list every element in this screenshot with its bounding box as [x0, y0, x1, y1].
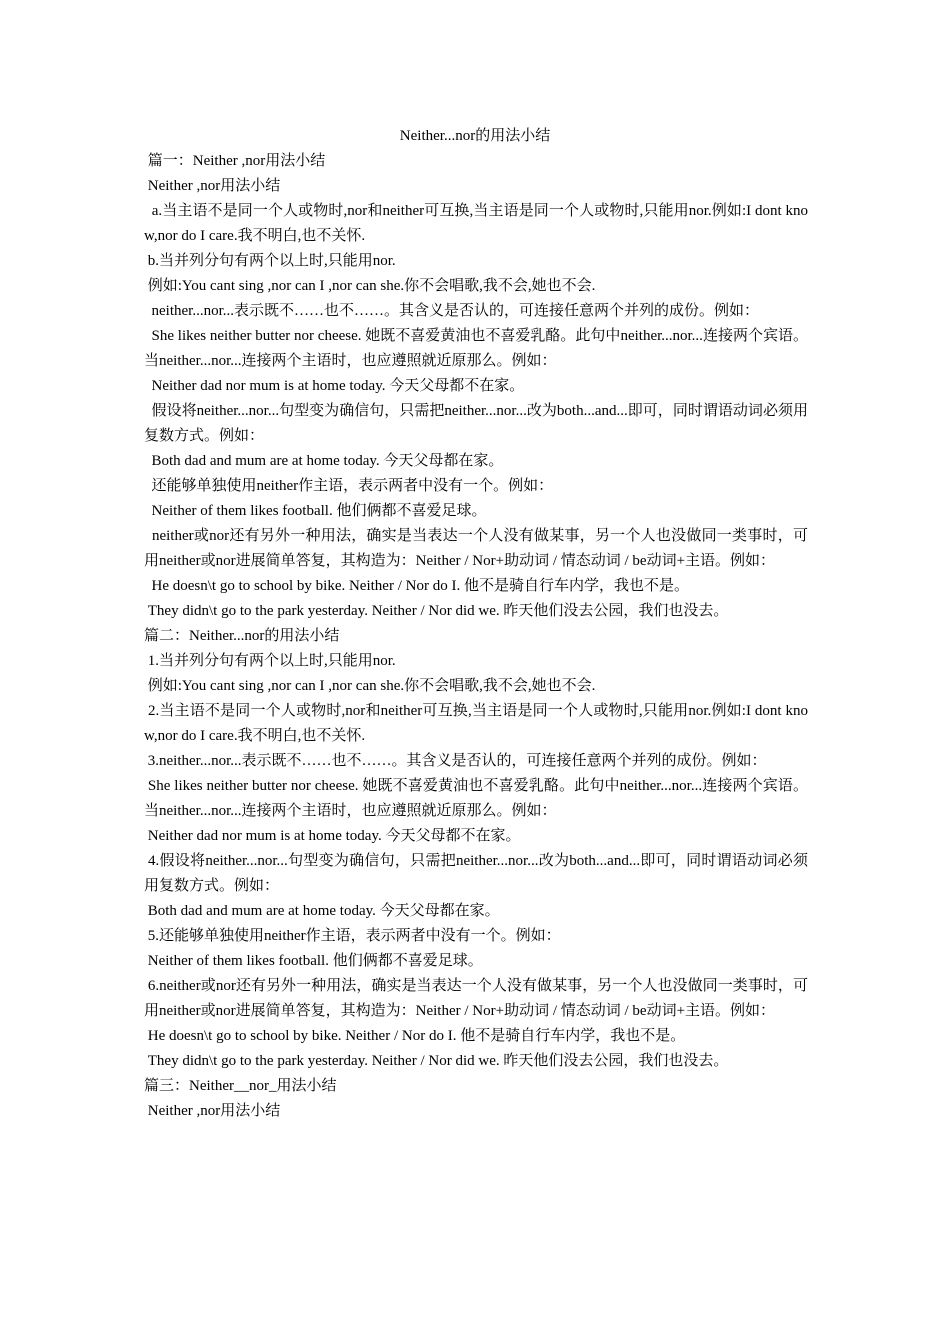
example-line: Neither of them likes football. 他们俩都不喜爱足球。 [144, 953, 483, 969]
paragraph: 4.假设将neither...nor...句型变为确信句，只需把neither...nor...改为both...and...即可，同时谓语动词必须用复数方式。例如： [144, 853, 808, 894]
paragraph: 假设将neither...nor...句型变为确信句，只需把neither...nor...改为both...and...即可，同时谓语动词必须用复数方式。例如： [144, 403, 808, 444]
example-line: They didn\t go to the park yesterday. Neither / Nor did we. 昨天他们没去公园，我们也没去。 [144, 603, 729, 619]
example-line: 例如:You cant sing ,nor can I ,nor can she.你不会唱歌,我不会,她也不会. [144, 678, 596, 694]
paragraph: She likes neither butter nor cheese. 她既不喜爱黄油也不喜爱乳酪。此句中neither...nor...连接两个宾语。当neither...nor...连接两个主语时，也应遵照就近原那么。例如： [144, 328, 809, 369]
example-line: He doesn\t go to school by bike. Neither / Nor do I. 他不是骑自行车内学，我也不是。 [144, 1028, 686, 1044]
example-line: Neither dad nor mum is at home today. 今天父母都不在家。 [144, 378, 525, 394]
subheading: Neither ,nor用法小结 [144, 1103, 281, 1119]
paragraph: 1.当并列分句有两个以上时,只能用nor. [144, 653, 396, 669]
paragraph: 5.还能够单独使用neither作主语，表示两者中没有一个。例如： [144, 928, 561, 944]
example-line: He doesn\t go to school by bike. Neither / Nor do I. 他不是骑自行车内学，我也不是。 [144, 578, 689, 594]
section-heading-1: 篇一：Neither ,nor用法小结 [144, 153, 326, 169]
example-line: Both dad and mum are at home today. 今天父母都在家。 [144, 453, 504, 469]
example-line: They didn\t go to the park yesterday. Neither / Nor did we. 昨天他们没去公园，我们也没去。 [144, 1053, 729, 1069]
paragraph: 还能够单独使用neither作主语，表示两者中没有一个。例如： [144, 478, 554, 494]
section-heading-3: 篇三：Neither__nor_用法小结 [144, 1078, 337, 1094]
paragraph: 3.neither...nor...表示既不……也不……。其含义是否认的，可连接任意两个并列的成份。例如： [144, 753, 767, 769]
paragraph: neither或nor还有另外一种用法，确实是当表达一个人没有做某事，另一个人也没做同一类事时，可用neither或nor进展简单答复，其构造为：Neither / Nor+助动词 / 情态动词 / be动词+主语。例如： [144, 528, 808, 569]
section-heading-2: 篇二：Neither...nor的用法小结 [144, 628, 340, 644]
paragraph: 6.neither或nor还有另外一种用法，确实是当表达一个人没有做某事，另一个人也没做同一类事时，可用neither或nor进展简单答复，其构造为：Neither / Nor+助动词 / 情态动词 / be动词+主语。例如： [144, 978, 808, 1019]
example-line: Neither of them likes football. 他们俩都不喜爱足球。 [144, 503, 487, 519]
paragraph: a.当主语不是同一个人或物时,nor和neither可互换,当主语是同一个人或物时,只能用nor.例如:I dont know,nor do I care.我不明白,也不关怀. [144, 203, 808, 244]
document-body [144, 149, 808, 1124]
paragraph: She likes neither butter nor cheese. 她既不喜爱黄油也不喜爱乳酪。此句中neither...nor...连接两个宾语。当neither...nor...连接两个主语时，也应遵照就近原那么。例如： [144, 778, 809, 819]
document-title: Neither...nor的用法小结 [399, 128, 551, 144]
paragraph: b.当并列分句有两个以上时,只能用nor. [144, 253, 396, 269]
example-line: Neither dad nor mum is at home today. 今天父母都不在家。 [144, 828, 521, 844]
paragraph: neither...nor...表示既不……也不……。其含义是否认的，可连接任意两个并列的成份。例如： [144, 303, 759, 319]
subheading: Neither ,nor用法小结 [144, 178, 281, 194]
example-line: 例如:You cant sing ,nor can I ,nor can she.你不会唱歌,我不会,她也不会. [144, 278, 596, 294]
paragraph: 2.当主语不是同一个人或物时,nor和neither可互换,当主语是同一个人或物时,只能用nor.例如:I dont know,nor do I care.我不明白,也不关怀. [144, 703, 808, 744]
example-line: Both dad and mum are at home today. 今天父母都在家。 [144, 903, 500, 919]
